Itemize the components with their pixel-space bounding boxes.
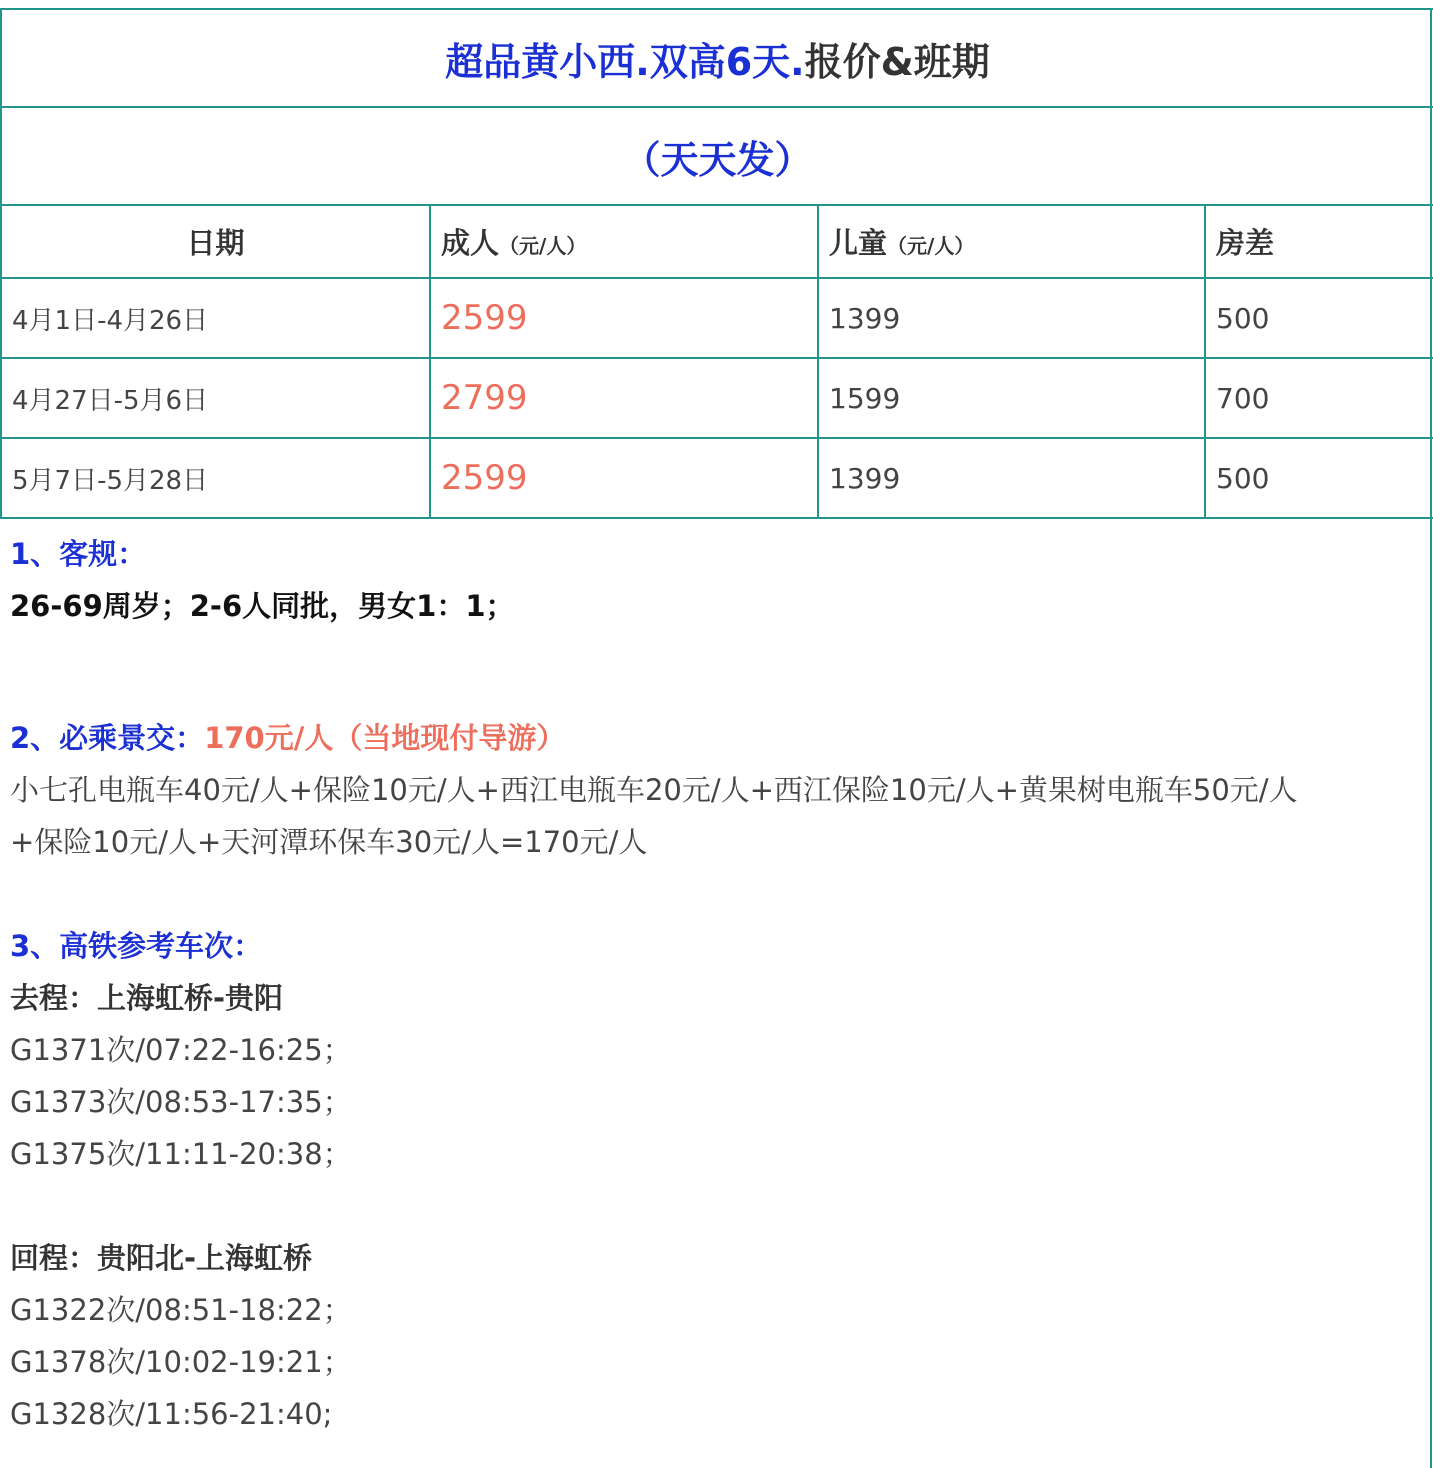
header-room: 房差 <box>1205 205 1433 278</box>
cell-date: 4月27日-5月6日 <box>1 358 430 438</box>
train-item: G1375次/11:11-20:38； <box>10 1137 352 1171</box>
cell-room-diff: 500 <box>1205 278 1433 358</box>
section-2-price: 170元/人（当地现付导游） <box>204 721 566 755</box>
section-3-title: 3、高铁参考车次： <box>10 929 263 963</box>
section-1-title: 1、客规： <box>10 537 147 571</box>
outbound-title: 去程：上海虹桥-贵阳 <box>10 981 284 1015</box>
table-row <box>1 278 1433 358</box>
header-adult: 成人（元/人） <box>430 205 818 278</box>
train-item: G1322次/08:51-18:22； <box>10 1293 352 1327</box>
page-subtitle: （天天发） <box>1 107 1433 205</box>
price-table <box>0 8 1433 519</box>
header-date: 日期 <box>1 205 430 278</box>
cell-adult-price: 2599 <box>430 438 818 518</box>
train-item: G1378次/10:02-19:21； <box>10 1345 352 1379</box>
cell-adult-price: 2599 <box>430 278 818 358</box>
train-item: G1371次/07:22-16:25； <box>10 1033 352 1067</box>
section-2-text-line2: +保险10元/人+天河潭环保车30元/人=170元/人 <box>10 825 648 859</box>
page-title <box>1 9 1433 107</box>
cell-room-diff: 700 <box>1205 358 1433 438</box>
section-1-text: 26-69周岁；2-6人同批，男女1：1； <box>10 589 515 623</box>
table-row <box>1 438 1433 518</box>
notes-section <box>10 528 1425 1440</box>
table-row <box>1 358 1433 438</box>
section-2-title: 2、必乘景交：170元/人（当地现付导游） <box>10 721 566 755</box>
subtitle-row <box>1 107 1433 205</box>
cell-child-price: 1399 <box>818 438 1205 518</box>
cell-date: 5月7日-5月28日 <box>1 438 430 518</box>
cell-adult-price: 2799 <box>430 358 818 438</box>
train-item: G1373次/08:53-17:35； <box>10 1085 352 1119</box>
table-header-row <box>1 205 1433 278</box>
title-part-dark: 报价&班期 <box>804 39 990 84</box>
title-part-blue: 超品黄小西.双高6天. <box>445 39 805 84</box>
section-2-text-line1: 小七孔电瓶车40元/人+保险10元/人+西江电瓶车20元/人+西江保险10元/人+黄果树电瓶车50元/人 <box>10 773 1298 807</box>
cell-date: 4月1日-4月26日 <box>1 278 430 358</box>
header-child: 儿童（元/人） <box>818 205 1205 278</box>
cell-room-diff: 500 <box>1205 438 1433 518</box>
cell-child-price: 1399 <box>818 278 1205 358</box>
train-item: G1328次/11:56-21:40; <box>10 1397 333 1431</box>
title-row <box>1 9 1433 107</box>
return-title: 回程：贵阳北-上海虹桥 <box>10 1241 313 1275</box>
cell-child-price: 1599 <box>818 358 1205 438</box>
